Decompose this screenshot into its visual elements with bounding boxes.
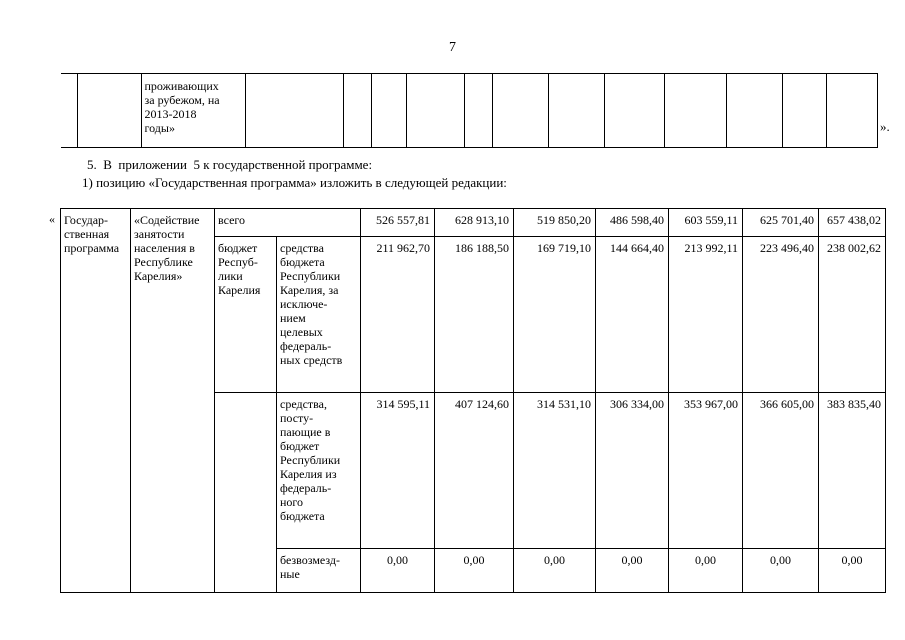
cell-text-line: средства, (280, 397, 328, 411)
cell-text-line: исключе- (280, 297, 328, 311)
cell-text-line: населения в (134, 241, 195, 255)
table-cell (492, 74, 548, 148)
value-cell: 306 334,00 (596, 393, 669, 549)
table-cell (406, 74, 464, 148)
value-cell: 519 850,20 (514, 209, 596, 237)
cell-text-line: Республики (280, 269, 341, 283)
value-cell: 625 701,40 (743, 209, 819, 237)
value-cell: 186 188,50 (435, 237, 514, 393)
cell-text-line: за рубежом, на (144, 93, 220, 107)
cell-text-line: программа (64, 241, 120, 255)
table-cell (604, 74, 664, 148)
cell-text-line: бюджет (218, 241, 258, 255)
cell-text-line: ных средств (280, 353, 343, 367)
table-row (61, 74, 877, 148)
cell-text-line: 2013-2018 (144, 107, 197, 121)
cell-text-line: средства (280, 241, 325, 255)
value-cell: 0,00 (514, 549, 596, 593)
cell-text-line: занятости (134, 227, 185, 241)
cell-text-line: «Содействие (134, 213, 200, 227)
cell-text-line: бюджет (280, 439, 320, 453)
value-cell: 0,00 (361, 549, 435, 593)
cell-text-line: лики (218, 269, 243, 283)
empty-cell (215, 393, 277, 593)
source-label-cell (277, 393, 361, 549)
cell-text-line: Карелия (218, 283, 261, 297)
cell-text-line: пающие в (280, 425, 331, 439)
value-cell: 314 595,11 (361, 393, 435, 549)
table-cell (548, 74, 604, 148)
table-cell (343, 74, 371, 148)
value-cell: 407 124,60 (435, 393, 514, 549)
value-cell: 169 719,10 (514, 237, 596, 393)
table-cell (464, 74, 492, 148)
opening-quote: « (49, 212, 55, 226)
table-row-total (61, 209, 886, 237)
value-cell: 144 664,40 (596, 237, 669, 393)
value-cell: 628 913,10 (435, 209, 514, 237)
paragraph-5: 5. В приложении 5 к государственной программе: (87, 157, 373, 172)
value-cell: 486 598,40 (596, 209, 669, 237)
value-cell: 603 559,11 (669, 209, 743, 237)
value-cell: 238 002,62 (819, 237, 886, 393)
cell-text-line: ственная (64, 227, 110, 241)
source-label-cell (277, 237, 361, 393)
table-cell (826, 74, 877, 148)
value-cell: 0,00 (819, 549, 886, 593)
value-cell: 366 605,00 (743, 393, 819, 549)
value-cell: 0,00 (596, 549, 669, 593)
value-cell: 657 438,02 (819, 209, 886, 237)
page-number: 7 (449, 40, 456, 55)
table-cell (245, 74, 343, 148)
cell-text-line: годы» (144, 121, 175, 135)
cell-text-line: ные (280, 567, 300, 581)
source-label-cell (277, 549, 361, 593)
cell-text-line: федераль- (280, 481, 332, 495)
value-cell: 383 835,40 (819, 393, 886, 549)
value-cell: 223 496,40 (743, 237, 819, 393)
value-cell: 0,00 (743, 549, 819, 593)
table-cell (782, 74, 826, 148)
cell-text-line: Респуб- (218, 255, 258, 269)
cell-text-line: Республике (134, 255, 193, 269)
cell-text-line: Карелия, за (280, 283, 339, 297)
value-cell: 0,00 (435, 549, 514, 593)
cell-text-line: федераль- (280, 339, 332, 353)
cell-text-line: целевых (280, 325, 323, 339)
value-cell: 314 531,10 (514, 393, 596, 549)
cell-text-line: Государ- (64, 213, 109, 227)
cell-text-line: проживающих (144, 79, 219, 93)
cell-text-line: Республики (280, 453, 341, 467)
total-label-cell: всего (215, 209, 361, 237)
program-name-cell (131, 209, 215, 593)
value-cell: 211 962,70 (361, 237, 435, 393)
table-cell (726, 74, 782, 148)
cell-text-line: Карелия» (134, 269, 183, 283)
value-cell: 353 967,00 (669, 393, 743, 549)
cell-text-line: бюджета (280, 255, 325, 269)
cell-text-line: ного (280, 495, 304, 509)
table-cell (61, 74, 77, 148)
value-cell: 0,00 (669, 549, 743, 593)
program-type-cell (61, 209, 131, 593)
closing-quote: ». (880, 119, 890, 134)
table-cell (141, 74, 245, 148)
paragraph-5-item-1: 1) позицию «Государственная программа» изложить в следующей редакции: (82, 175, 507, 190)
cell-text-line: бюджета (280, 509, 325, 523)
value-cell: 213 992,11 (669, 237, 743, 393)
value-cell: 526 557,81 (361, 209, 435, 237)
cell-text-line: безвозмезд- (280, 553, 341, 567)
cell-text-line: нием (280, 311, 306, 325)
budget-label-cell (215, 237, 277, 393)
cell-text-line: посту- (280, 411, 314, 425)
continuation-table (61, 73, 878, 148)
cell-text-line: Карелия из (280, 467, 337, 481)
table-cell (371, 74, 406, 148)
table-cell (664, 74, 726, 148)
table-cell (77, 74, 141, 148)
financing-table (60, 208, 886, 593)
